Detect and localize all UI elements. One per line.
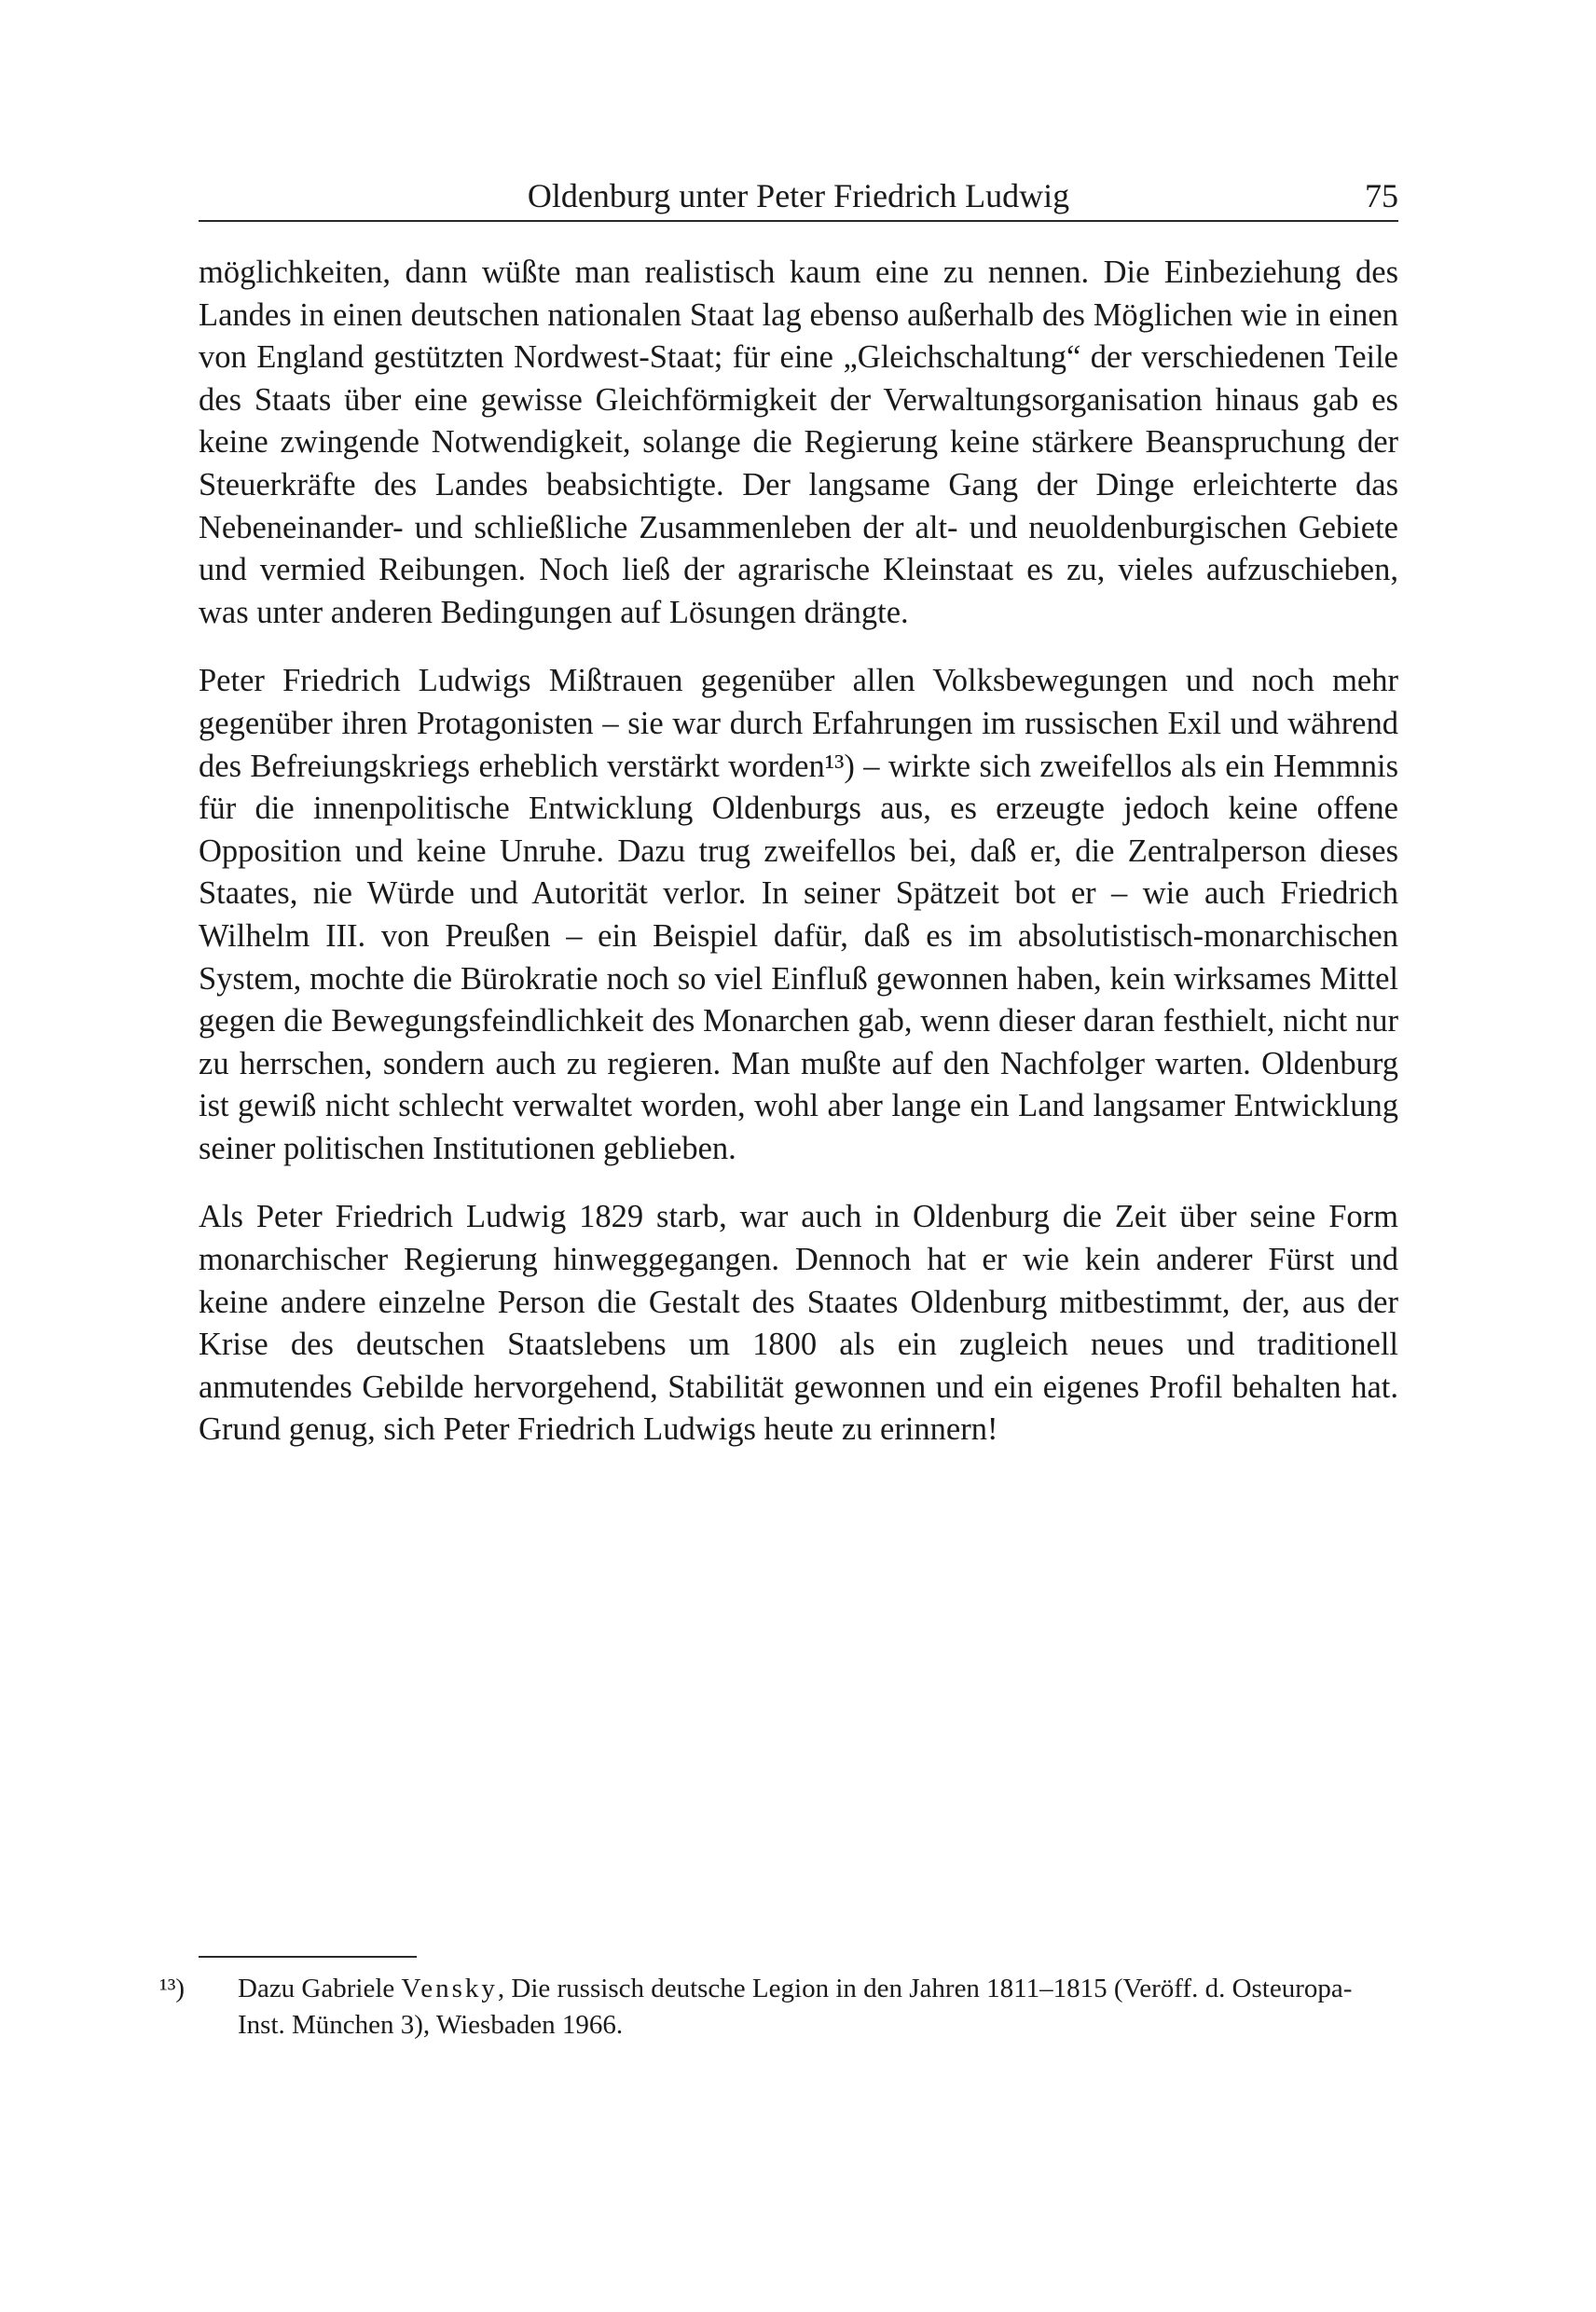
body-text: [199, 252, 1398, 1478]
page-number: 75: [1365, 177, 1398, 214]
footnote-author: Vensky: [401, 1974, 498, 2003]
footnote-body: [159, 1971, 1398, 2044]
paragraph-3: Als Peter Friedrich Ludwig 1829 starb, war auch in Oldenburg die Zeit über seine Form monarchischer Regierung hinweggegangen. Dennoch hat er wie kein anderer Fürst und keine andere einzelne Person die Gestalt des Staates Oldenburg mitbestimmt, der, aus der Krise des deutschen Staatslebens um 1800 als ein zugleich neues und traditionell anmutendes Gebilde hervorgehend, Stabilität gewonnen und ein eigenes Profil behalten hat. Grund genug, sich Peter Friedrich Ludwigs heute zu erinnern!: [199, 1199, 1398, 1448]
footnote-13: [159, 1971, 1398, 2044]
running-header: [199, 164, 1398, 222]
footnote-text-after: , Die russisch deutsche Legion in den Jahren 1811–1815 (Veröff. d. Osteuropa-Inst. München 3), Wiesbaden 1966.: [238, 1974, 1353, 2040]
paragraph-1: möglichkeiten, dann wüßte man realistisch kaum eine zu nennen. Die Einbeziehung des Landes in einen deutschen nationalen Staat lag ebenso außerhalb des Möglichen wie in einen von England gestützten Nordwest-Staat; für eine „Gleichschaltung“ der verschiedenen Teile des Staats über eine gewisse Gleichförmigkeit der Verwaltungsorganisation hinaus gab es keine zwingende Notwendigkeit, solange die Regierung keine stärkere Beanspruchung der Steuerkräfte des Landes beabsichtigte. Der langsame Gang der Dinge erleichterte das Nebeneinander- und schließliche Zusammenleben der alt- und neuoldenburgischen Gebiete und vermied Reibungen. Noch ließ der agrarische Kleinstaat es zu, vieles aufzuschieben, was unter anderen Bedingungen auf Lösungen drängte.: [199, 255, 1398, 630]
footnote-text-before: Dazu Gabriele: [238, 1974, 402, 2003]
running-title: Oldenburg unter Peter Friedrich Ludwig: [527, 177, 1070, 214]
paragraph-2: Peter Friedrich Ludwigs Mißtrauen gegenüber allen Volksbewegungen und noch mehr gegenüber ihren Protagonisten – sie war durch Erfahrungen im russischen Exil und während des Befreiungskriegs erheblich verstärkt worden¹³) – wirkte sich zweifellos als ein Hemmnis für die innenpolitische Entwicklung Oldenburgs aus, es erzeugte jedoch keine offene Opposition und keine Unruhe. Dazu trug zweifellos bei, daß er, die Zentralperson dieses Staates, nie Würde und Autorität verlor. In seiner Spätzeit bot er – wie auch Friedrich Wilhelm III. von Preußen – ein Beispiel dafür, daß es im absolutistisch-monarchischen System, mochte die Bürokratie noch so viel Einfluß gewonnen haben, kein wirksames Mittel gegen die Bewegungsfeindlichkeit des Monarchen gab, wenn dieser daran festhielt, nicht nur zu herrschen, sondern auch zu regieren. Man mußte auf den Nachfolger warten. Oldenburg ist gewiß nicht schlecht verwaltet worden, wohl aber lange ein Land langsamer Entwicklung seiner politischen Institutionen geblieben.: [199, 663, 1398, 1166]
footnote-marker: ¹³): [159, 1974, 186, 2003]
footnote-divider: [199, 1956, 417, 1958]
